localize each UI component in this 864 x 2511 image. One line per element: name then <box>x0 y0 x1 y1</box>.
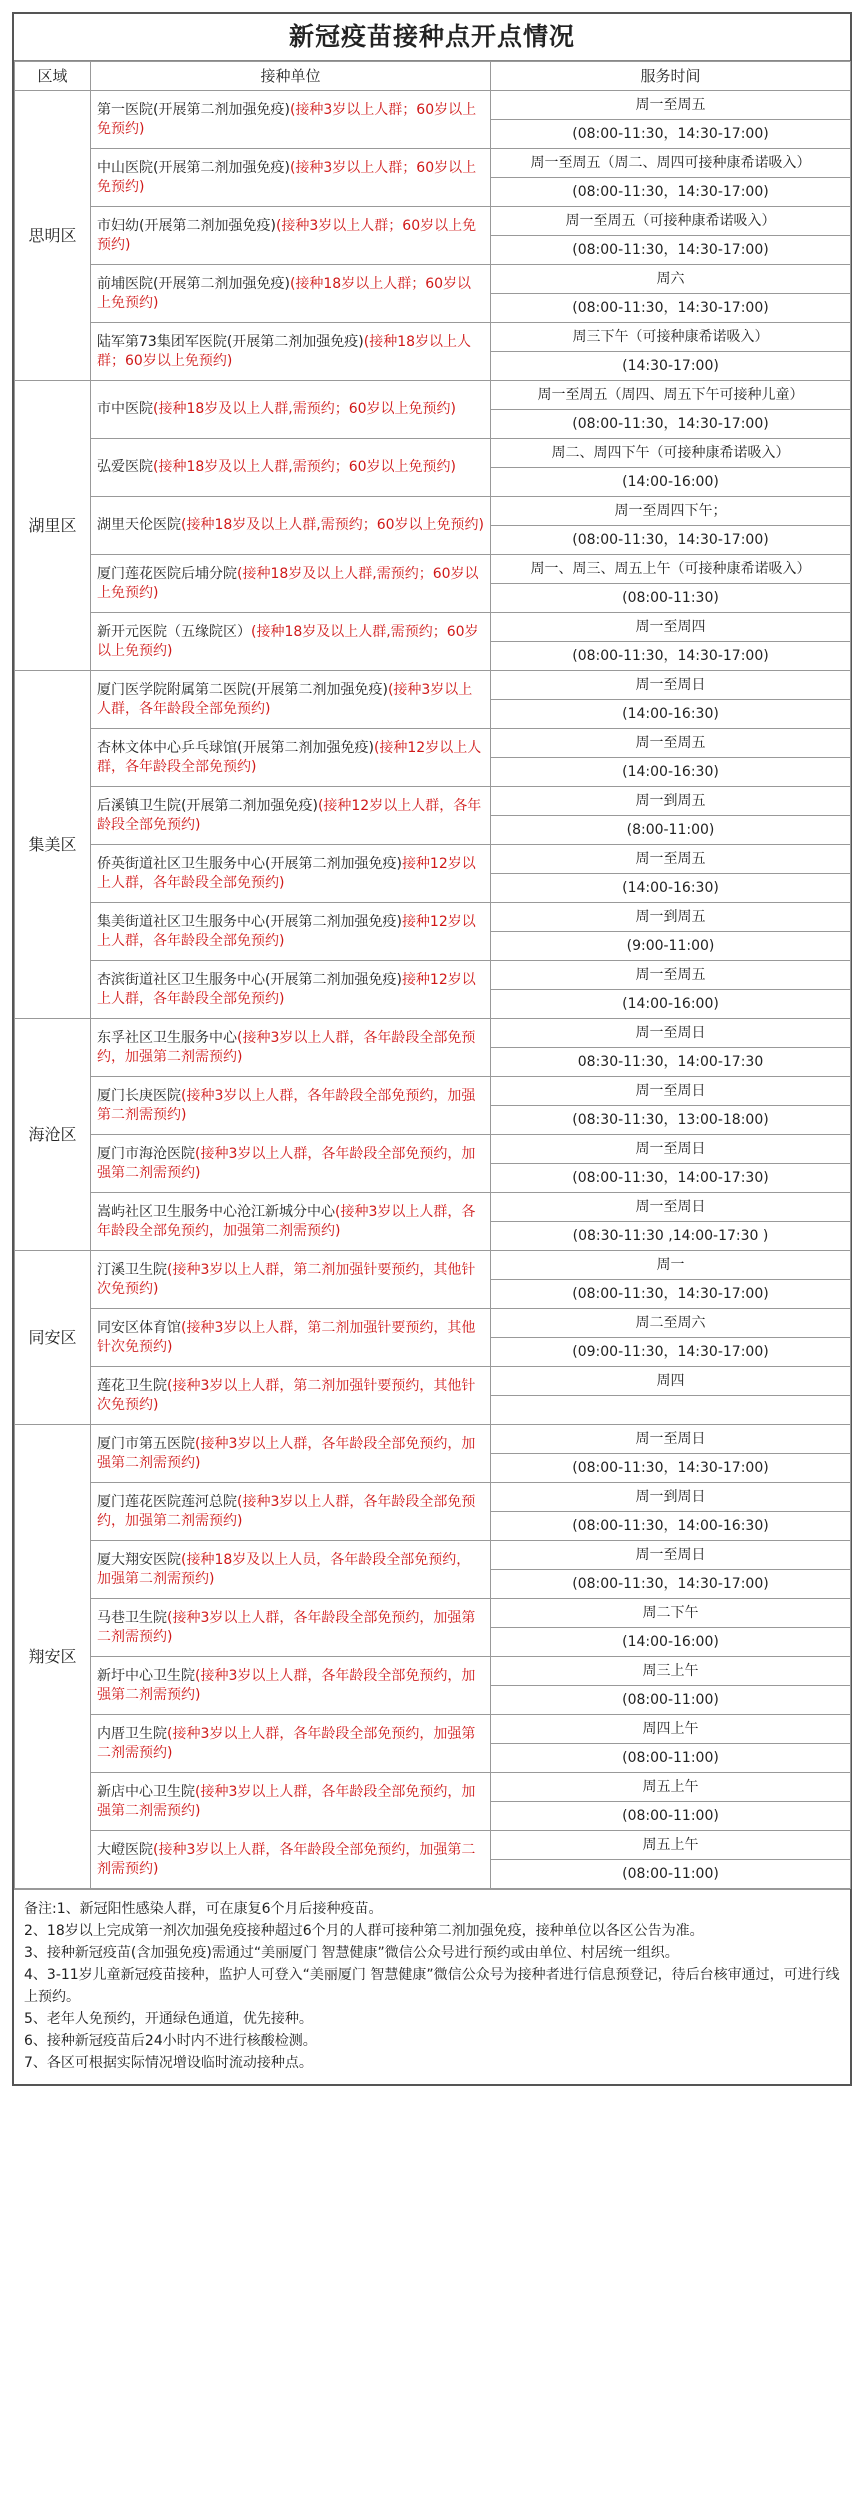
district-cell: 同安区 <box>15 1251 91 1425</box>
site-eligibility-note: (接种3岁以上人群；60岁以上免预约) <box>97 159 477 195</box>
service-hours: (8:00-11:00) <box>491 816 851 845</box>
table-row <box>15 207 851 236</box>
site-cell <box>91 729 491 787</box>
service-day: 周一到周五 <box>491 787 851 816</box>
service-hours: (08:30-11:30，13:00-18:00) <box>491 1106 851 1135</box>
site-name: 中山医院(开展第二剂加强免疫) <box>97 159 290 176</box>
site-cell <box>91 149 491 207</box>
service-day: 周一到周五 <box>491 903 851 932</box>
site-eligibility-note: (接种3岁以上人群，各年龄段全部免预约，加强第二剂需预约) <box>97 1029 476 1065</box>
service-hours: (14:30-17:00) <box>491 352 851 381</box>
table-row <box>15 265 851 294</box>
site-name: 嵩屿社区卫生服务中心沧江新城分中心 <box>97 1203 335 1220</box>
service-hours: (08:00-11:30，14:30-17:00) <box>491 178 851 207</box>
site-eligibility-note: (接种18岁及以上人群,需预约；60岁以上免预约) <box>181 517 485 533</box>
note-line: 7、各区可根据实际情况增设临时流动接种点。 <box>24 2055 313 2071</box>
site-name: 大嶝医院 <box>97 1841 153 1858</box>
site-name: 同安区体育馆 <box>97 1319 181 1336</box>
service-day: 周一至周五 <box>491 91 851 120</box>
district-cell: 思明区 <box>15 91 91 381</box>
site-cell <box>91 1019 491 1077</box>
site-name: 陆军第73集团军医院(开展第二剂加强免疫) <box>97 333 364 350</box>
service-day: 周一至周日 <box>491 1077 851 1106</box>
note-line: 2、18岁以上完成第一剂次加强免疫接种超过6个月的人群可接种第二剂加强免疫，接种单位以各区公告为准。 <box>24 1923 704 1939</box>
service-day: 周一至周五 <box>491 961 851 990</box>
table-row <box>15 381 851 410</box>
service-hours: (08:00-11:00) <box>491 1744 851 1773</box>
site-eligibility-note: (接种18岁及以上人群,需预约；60岁以上免预约) <box>97 565 479 601</box>
service-day: 周四上午 <box>491 1715 851 1744</box>
site-eligibility-note: 接种12岁以上人群，各年龄段全部免预约) <box>97 913 476 949</box>
table-row <box>15 1251 851 1280</box>
service-day: 周二至周六 <box>491 1309 851 1338</box>
site-name: 汀溪卫生院 <box>97 1261 167 1278</box>
note-line: 备注:1、新冠阳性感染人群，可在康复6个月后接种疫苗。 <box>24 1901 383 1917</box>
site-cell <box>91 1425 491 1483</box>
service-hours: (08:00-11:30，14:30-17:00) <box>491 236 851 265</box>
site-eligibility-note: (接种3岁以上人群，各年龄段全部免预约，加强第二剂需预约) <box>97 1145 476 1181</box>
service-day: 周二下午 <box>491 1599 851 1628</box>
service-day: 周一至周四下午； <box>491 497 851 526</box>
table-row <box>15 1425 851 1454</box>
table-header-row <box>15 62 851 91</box>
table-row <box>15 149 851 178</box>
table-row <box>15 671 851 700</box>
site-eligibility-note: (接种3岁以上人群，第二剂加强针要预约，其他针次免预约) <box>97 1319 476 1355</box>
site-name: 厦门长庚医院 <box>97 1087 181 1104</box>
table-row <box>15 497 851 526</box>
table-row <box>15 961 851 990</box>
table-row <box>15 1831 851 1860</box>
site-name: 后溪镇卫生院(开展第二剂加强免疫) <box>97 797 318 814</box>
site-cell <box>91 1135 491 1193</box>
site-name: 东孚社区卫生服务中心 <box>97 1029 237 1046</box>
site-eligibility-note: (接种12岁以上人群，各年龄段全部免预约) <box>97 739 482 775</box>
site-cell <box>91 207 491 265</box>
service-hours: (14:00-16:00) <box>491 1628 851 1657</box>
service-hours: (08:00-11:30) <box>491 584 851 613</box>
site-name: 市中医院 <box>97 401 153 417</box>
site-cell <box>91 1483 491 1541</box>
table-row <box>15 1019 851 1048</box>
table-row <box>15 1367 851 1396</box>
site-cell <box>91 555 491 613</box>
site-cell <box>91 1657 491 1715</box>
service-day: 周五上午 <box>491 1831 851 1860</box>
district-cell: 湖里区 <box>15 381 91 671</box>
service-day: 周一至周日 <box>491 1019 851 1048</box>
district-cell: 海沧区 <box>15 1019 91 1251</box>
site-eligibility-note: (接种3岁以上人群，各年龄段全部免预约，加强第二剂需预约) <box>97 1435 476 1471</box>
site-cell <box>91 439 491 497</box>
site-cell <box>91 1309 491 1367</box>
site-name: 厦门医学院附属第二医院(开展第二剂加强免疫) <box>97 681 388 698</box>
note-line: 3、接种新冠疫苗(含加强免疫)需通过“美丽厦门 智慧健康”微信公众号进行预约或由单位、村居统一组织。 <box>24 1945 679 1961</box>
table-row <box>15 613 851 642</box>
service-hours <box>491 1396 851 1425</box>
site-eligibility-note: (接种18岁及以上人员，各年龄段全部免预约，加强第二剂需预约) <box>97 1551 471 1587</box>
service-hours: (14:00-16:30) <box>491 874 851 903</box>
district-cell: 翔安区 <box>15 1425 91 1889</box>
note-line: 6、接种新冠疫苗后24小时内不进行核酸检测。 <box>24 2033 317 2049</box>
site-eligibility-note: (接种3岁以上人群，各年龄段全部免预约) <box>97 681 473 717</box>
site-cell <box>91 1193 491 1251</box>
table-row <box>15 1483 851 1512</box>
service-hours: 08:30-11:30，14:00-17:30 <box>491 1048 851 1077</box>
service-day: 周一至周日 <box>491 1135 851 1164</box>
service-hours: (08:30-11:30 ,14:00-17:30 ) <box>491 1222 851 1251</box>
site-cell <box>91 497 491 555</box>
site-eligibility-note: (接种3岁以上人群，第二剂加强针要预约，其他针次免预约) <box>97 1261 476 1297</box>
service-day: 周六 <box>491 265 851 294</box>
site-cell <box>91 903 491 961</box>
site-cell <box>91 845 491 903</box>
service-day: 周五上午 <box>491 1773 851 1802</box>
site-cell <box>91 381 491 439</box>
site-eligibility-note: (接种18岁及以上人群,需预约；60岁以上免预约) <box>153 459 457 475</box>
site-eligibility-note: (接种3岁以上人群，各年龄段全部免预约，加强第二剂需预约) <box>97 1203 476 1239</box>
table-row <box>15 729 851 758</box>
table-row <box>15 323 851 352</box>
site-cell <box>91 787 491 845</box>
service-day: 周四 <box>491 1367 851 1396</box>
site-eligibility-note: (接种18岁及以上人群,需预约；60岁以上免预约) <box>153 401 457 417</box>
service-day: 周一至周五 <box>491 729 851 758</box>
service-hours: (08:00-11:30，14:00-17:30) <box>491 1164 851 1193</box>
service-day: 周一至周五 <box>491 845 851 874</box>
site-name: 莲花卫生院 <box>97 1377 167 1394</box>
table-row <box>15 903 851 932</box>
service-hours: (08:00-11:30，14:30-17:00) <box>491 1280 851 1309</box>
table-row <box>15 1193 851 1222</box>
site-eligibility-note: (接种3岁以上人群，各年龄段全部免预约，加强第二剂需预约) <box>97 1783 476 1819</box>
site-name: 厦门市海沧医院 <box>97 1145 195 1162</box>
service-day: 周一至周五（可接种康希诺吸入） <box>491 207 851 236</box>
site-name: 新圩中心卫生院 <box>97 1667 195 1684</box>
table-row <box>15 91 851 120</box>
site-eligibility-note: (接种18岁以上人群；60岁以上免预约) <box>97 333 472 369</box>
site-cell <box>91 1715 491 1773</box>
site-eligibility-note: (接种18岁及以上人群,需预约；60岁以上免预约) <box>97 623 479 659</box>
note-line: 5、老年人免预约，开通绿色通道，优先接种。 <box>24 2011 313 2027</box>
service-day: 周一、周三、周五上午（可接种康希诺吸入） <box>491 555 851 584</box>
table-row <box>15 1077 851 1106</box>
header-unit: 接种单位 <box>91 62 491 91</box>
service-hours: (09:00-11:30，14:30-17:00) <box>491 1338 851 1367</box>
site-eligibility-note: (接种18岁以上人群；60岁以上免预约) <box>97 275 472 311</box>
site-cell <box>91 1541 491 1599</box>
site-name: 厦门莲花医院莲河总院 <box>97 1493 237 1510</box>
site-cell <box>91 1831 491 1889</box>
service-day: 周一至周日 <box>491 1425 851 1454</box>
service-hours: (08:00-11:30，14:30-17:00) <box>491 410 851 439</box>
service-day: 周一 <box>491 1251 851 1280</box>
service-hours: (08:00-11:30，14:30-17:00) <box>491 642 851 671</box>
site-name: 厦门莲花医院后埔分院 <box>97 565 237 582</box>
service-day: 周一至周日 <box>491 1541 851 1570</box>
site-name: 杏林文体中心乒乓球馆(开展第二剂加强免疫) <box>97 739 374 756</box>
site-eligibility-note: (接种3岁以上人群，各年龄段全部免预约，加强第二剂需预约) <box>97 1609 476 1645</box>
service-hours: (08:00-11:30，14:30-17:00) <box>491 294 851 323</box>
table-row <box>15 1135 851 1164</box>
table-row <box>15 1773 851 1802</box>
table-row <box>15 1715 851 1744</box>
site-name: 内厝卫生院 <box>97 1725 167 1742</box>
table-body <box>15 91 851 1889</box>
schedule-table <box>14 61 851 1889</box>
service-hours: (14:00-16:30) <box>491 758 851 787</box>
table-row <box>15 1541 851 1570</box>
service-hours: (14:00-16:30) <box>491 700 851 729</box>
service-hours: (08:00-11:00) <box>491 1686 851 1715</box>
schedule-sheet <box>12 12 852 2086</box>
site-name: 马巷卫生院 <box>97 1609 167 1626</box>
notes-section <box>14 1889 850 2084</box>
site-eligibility-note: (接种3岁以上人群；60岁以上免预约) <box>97 101 477 137</box>
service-hours: (14:00-16:00) <box>491 990 851 1019</box>
site-cell <box>91 1599 491 1657</box>
service-day: 周二、周四下午（可接种康希诺吸入） <box>491 439 851 468</box>
service-hours: (08:00-11:30，14:30-17:00) <box>491 526 851 555</box>
site-cell <box>91 91 491 149</box>
table-row <box>15 1657 851 1686</box>
service-day: 周一至周四 <box>491 613 851 642</box>
site-eligibility-note: (接种3岁以上人群，各年龄段全部免预约，加强第二剂需预约) <box>97 1841 476 1877</box>
site-eligibility-note: (接种3岁以上人群，各年龄段全部免预约，加强第二剂需预约) <box>97 1493 476 1529</box>
table-row <box>15 555 851 584</box>
site-name: 集美街道社区卫生服务中心(开展第二剂加强免疫) <box>97 913 402 930</box>
site-eligibility-note: (接种3岁以上人群，各年龄段全部免预约，加强第二剂需预约) <box>97 1667 476 1703</box>
site-name: 弘爱医院 <box>97 459 153 475</box>
service-day: 周一至周日 <box>491 1193 851 1222</box>
site-eligibility-note: 接种12岁以上人群，各年龄段全部免预约) <box>97 971 476 1007</box>
table-row <box>15 845 851 874</box>
site-name: 厦大翔安医院 <box>97 1551 181 1568</box>
site-eligibility-note: (接种3岁以上人群，各年龄段全部免预约，加强第二剂需预约) <box>97 1087 476 1123</box>
service-day: 周三下午（可接种康希诺吸入） <box>491 323 851 352</box>
site-cell <box>91 671 491 729</box>
site-eligibility-note: (接种3岁以上人群，各年龄段全部免预约，加强第二剂需预约) <box>97 1725 476 1761</box>
page-title: 新冠疫苗接种点开点情况 <box>14 14 850 61</box>
site-name: 湖里天伦医院 <box>97 517 181 533</box>
header-district: 区域 <box>15 62 91 91</box>
site-eligibility-note: (接种12岁以上人群，各年龄段全部免预约) <box>97 797 482 833</box>
service-hours: (08:00-11:30，14:30-17:00) <box>491 1454 851 1483</box>
service-hours: (14:00-16:00) <box>491 468 851 497</box>
site-name: 厦门市第五医院 <box>97 1435 195 1452</box>
site-eligibility-note: (接种3岁以上人群，第二剂加强针要预约，其他针次免预约) <box>97 1377 476 1413</box>
service-day: 周三上午 <box>491 1657 851 1686</box>
site-cell <box>91 1251 491 1309</box>
site-name: 侨英街道社区卫生服务中心(开展第二剂加强免疫) <box>97 855 402 872</box>
site-name: 前埔医院(开展第二剂加强免疫) <box>97 275 290 292</box>
service-day: 周一至周日 <box>491 671 851 700</box>
service-hours: (9:00-11:00) <box>491 932 851 961</box>
table-row <box>15 439 851 468</box>
service-day: 周一至周五（周四、周五下午可接种儿童） <box>491 381 851 410</box>
site-name: 新店中心卫生院 <box>97 1783 195 1800</box>
site-name: 第一医院(开展第二剂加强免疫) <box>97 101 290 118</box>
service-day: 周一到周日 <box>491 1483 851 1512</box>
site-name: 杏滨街道社区卫生服务中心(开展第二剂加强免疫) <box>97 971 402 988</box>
site-cell <box>91 1077 491 1135</box>
site-name: 市妇幼(开展第二剂加强免疫) <box>97 217 276 234</box>
service-hours: (08:00-11:00) <box>491 1802 851 1831</box>
site-cell <box>91 1367 491 1425</box>
table-row <box>15 787 851 816</box>
site-cell <box>91 323 491 381</box>
site-cell <box>91 961 491 1019</box>
site-name: 新开元医院（五缘院区） <box>97 623 251 640</box>
service-hours: (08:00-11:30，14:30-17:00) <box>491 120 851 149</box>
district-cell: 集美区 <box>15 671 91 1019</box>
table-row <box>15 1309 851 1338</box>
service-hours: (08:00-11:00) <box>491 1860 851 1889</box>
header-time: 服务时间 <box>491 62 851 91</box>
note-line: 4、3-11岁儿童新冠疫苗接种，监护人可登入“美丽厦门 智慧健康”微信公众号为接种者进行信息预登记，待后台核审通过，可进行线上预约。 <box>24 1967 840 2005</box>
site-cell <box>91 1773 491 1831</box>
site-eligibility-note: 接种12岁以上人群，各年龄段全部免预约) <box>97 855 476 891</box>
service-day: 周一至周五（周二、周四可接种康希诺吸入） <box>491 149 851 178</box>
site-eligibility-note: (接种3岁以上人群；60岁以上免预约) <box>97 217 477 253</box>
table-row <box>15 1599 851 1628</box>
site-cell <box>91 613 491 671</box>
service-hours: (08:00-11:30，14:30-17:00) <box>491 1570 851 1599</box>
site-cell <box>91 265 491 323</box>
service-hours: (08:00-11:30，14:00-16:30) <box>491 1512 851 1541</box>
